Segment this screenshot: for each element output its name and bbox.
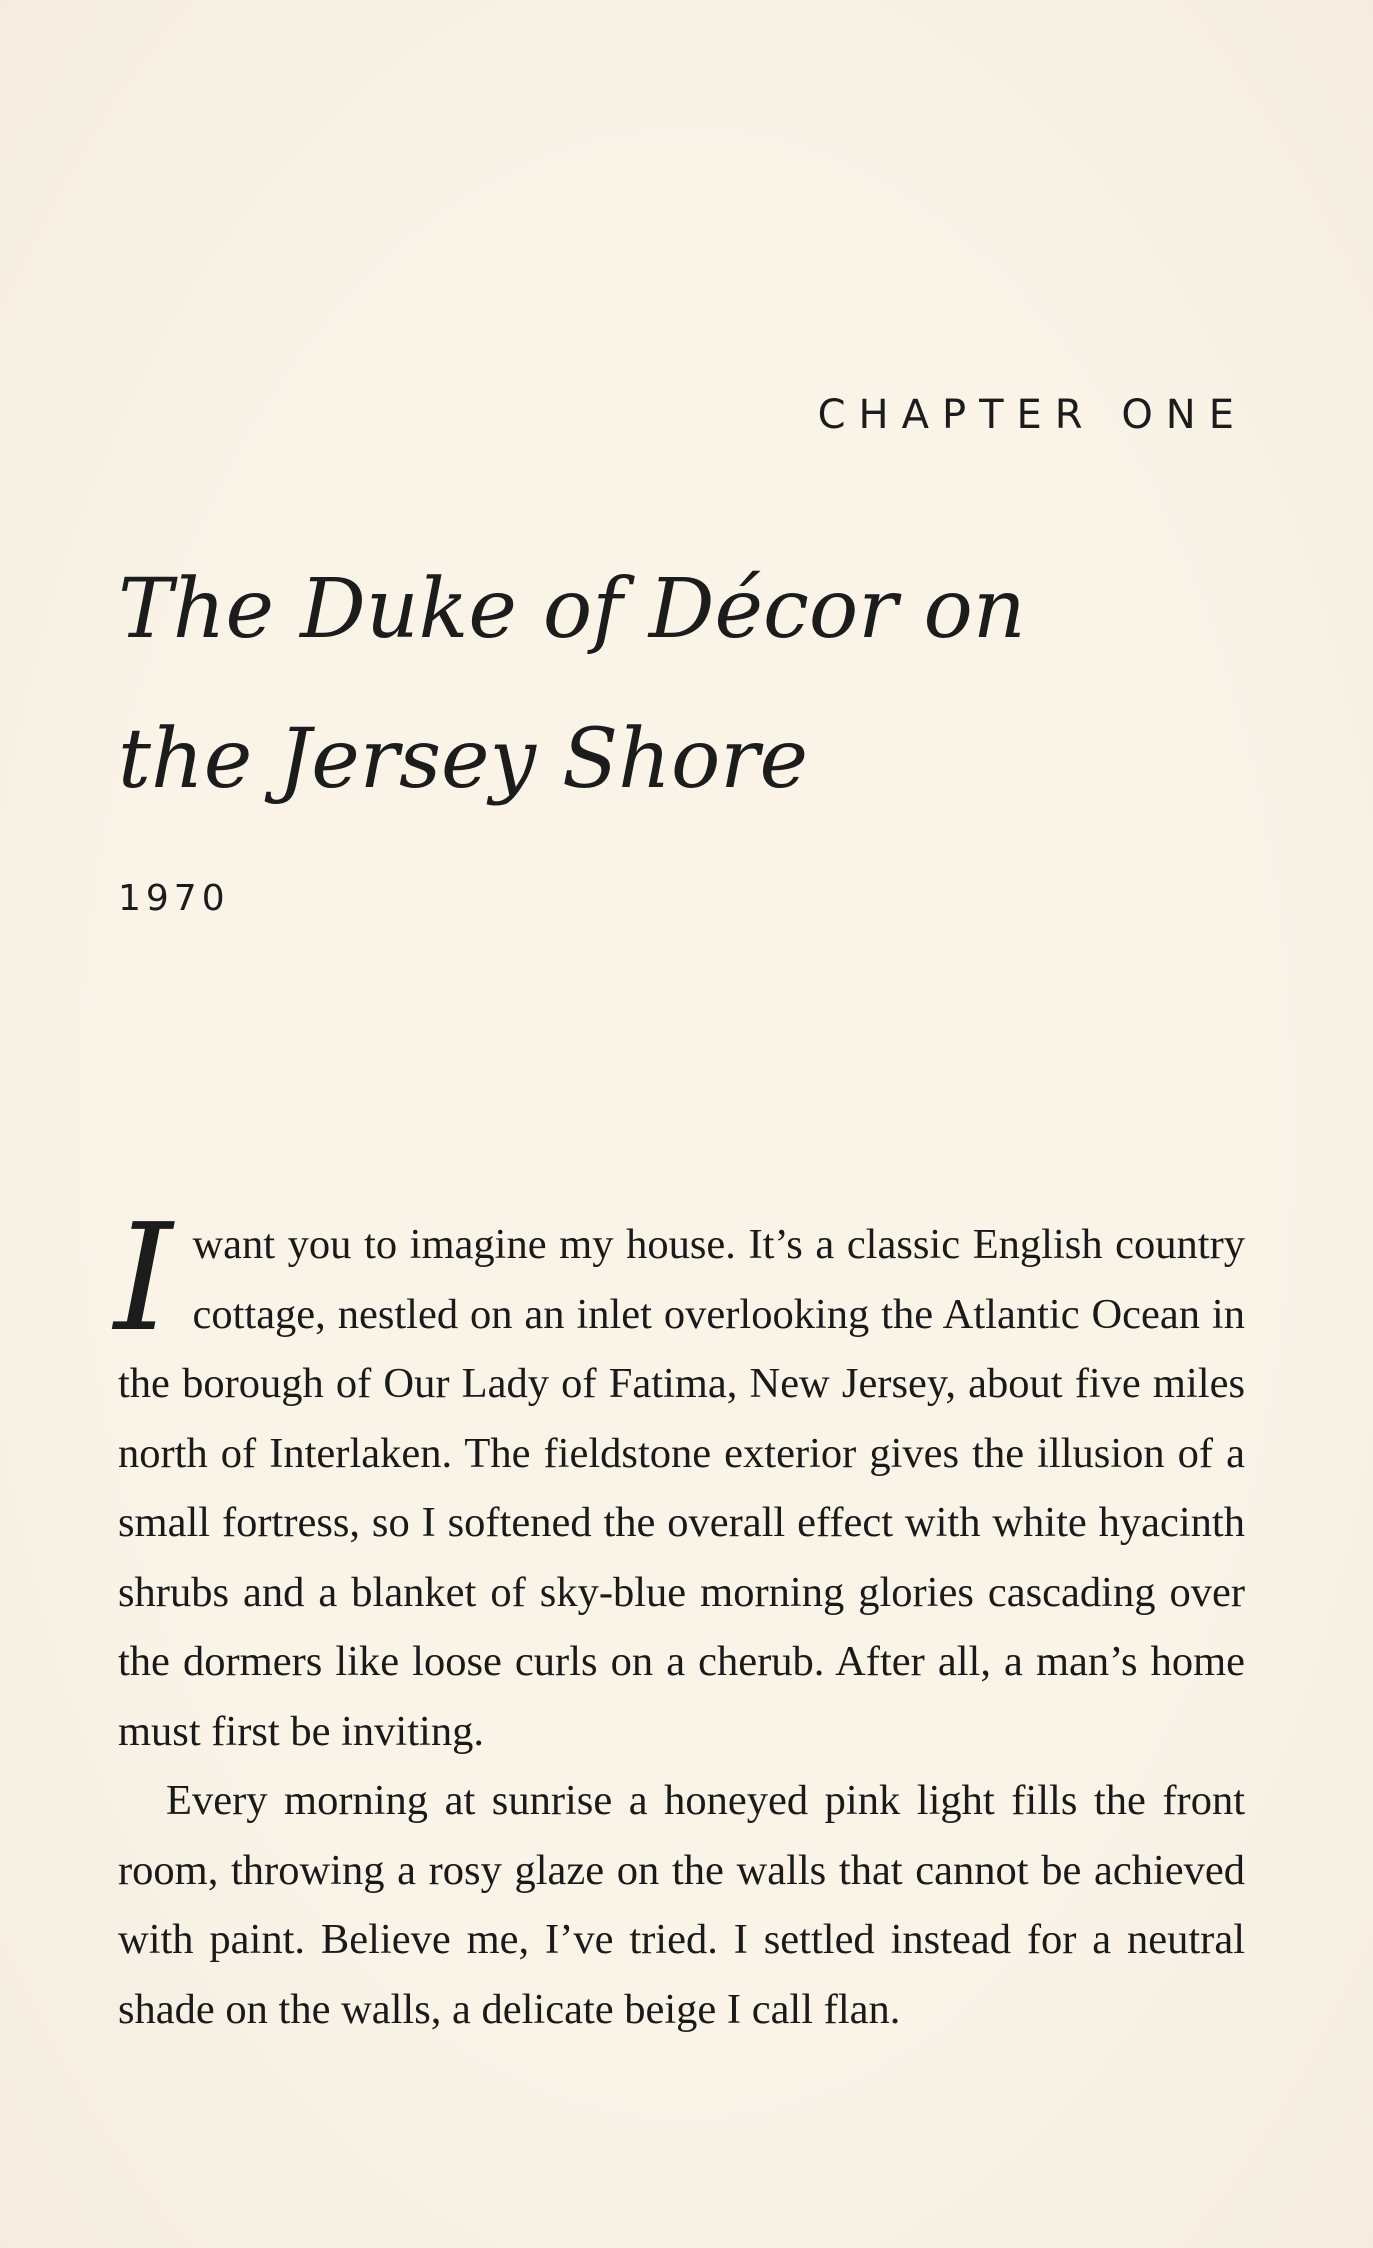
paragraph-2: Every morning at sunrise a honeyed pink light fills the front room, throwing a rosy glaze on the walls that cannot be achieved with paint. Believe me, I’ve tried. I settled instead for a neutral shade on the walls, a delicate beige I call flan. bbox=[118, 1777, 1245, 2033]
drop-cap: I bbox=[114, 1192, 173, 1364]
paragraph-1-text: want you to imagine my house. It’s a classic English country cottage, nestled on an inlet overlooking the Atlantic Ocean in the borough of Our Lady of Fatima, New Jersey, about five miles north of Interlaken. The fieldstone exterior gives the illusion of a small fortress, so I softened the overall effect with white hyacinth shrubs and a blanket of sky-blue morning glories cascading over the dormers like loose curls on a cherub. After all, a man’s home must first be inviting. bbox=[118, 1221, 1245, 1755]
body-text bbox=[114, 1192, 1245, 2044]
chapter-year: 1970 bbox=[118, 878, 230, 919]
chapter-label: CHAPTER ONE bbox=[817, 392, 1247, 438]
paragraph-1 bbox=[114, 1192, 1245, 1766]
chapter-title: The Duke of Décor on the Jersey Shore bbox=[118, 562, 1026, 807]
